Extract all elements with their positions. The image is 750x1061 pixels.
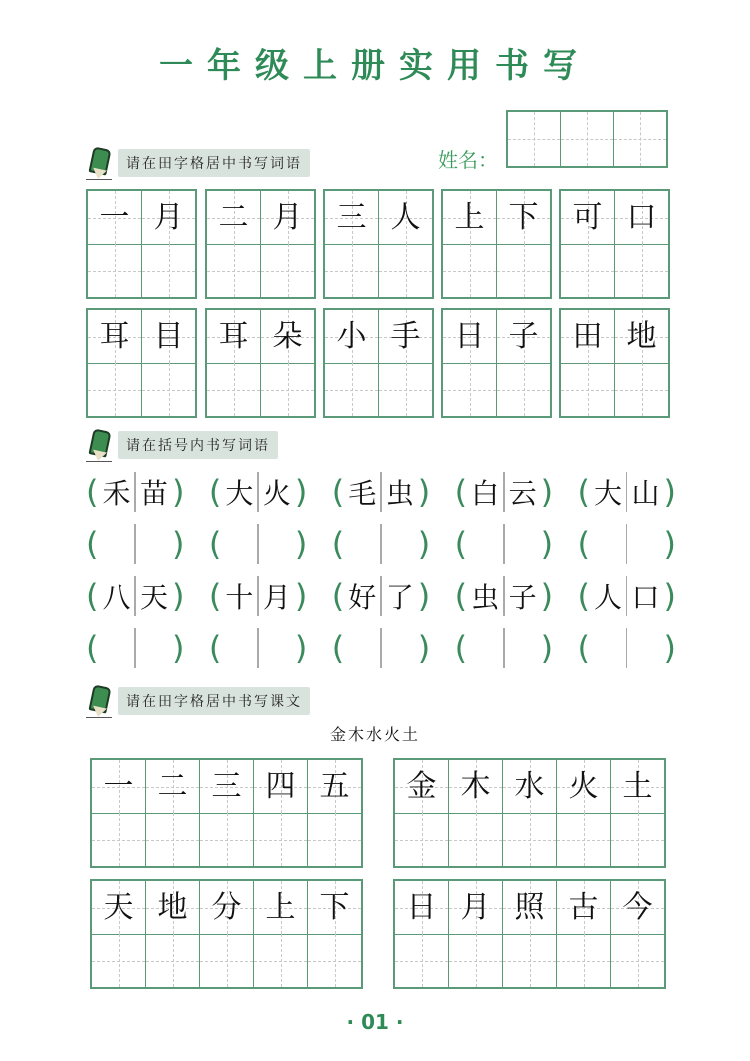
tianzige-column[interactable] [503,881,557,987]
model-character: 古 [568,890,599,925]
model-character: 照 [514,890,545,925]
right-paren: ) [171,525,185,563]
tianzige-column[interactable] [615,191,668,297]
model-character: 下 [319,890,350,925]
model-character: 口 [626,200,657,235]
right-paren: ) [663,473,676,511]
model-character: 木 [460,769,491,804]
model-character: 三 [211,769,242,804]
model-character: 日 [454,319,485,354]
paren-word [332,468,430,516]
tianzige-box[interactable] [86,189,197,299]
tianzige-column[interactable] [443,191,497,297]
model-character: 耳 [218,319,249,354]
page-number: · 01 · [346,1010,404,1034]
name-cell[interactable] [561,112,614,166]
model-character: 手 [390,319,421,354]
right-paren: ) [294,525,308,563]
model-character: 四 [265,769,296,804]
left-paren: ( [331,629,345,667]
left-paren: ( [331,577,345,615]
tianzige-column[interactable] [325,310,379,416]
right-paren: ) [540,525,554,563]
left-paren: ( [577,473,590,511]
model-character: 月 [272,200,303,235]
tianzige-box[interactable] [393,879,666,989]
right-paren: ) [294,629,308,667]
name-cell[interactable] [508,112,561,166]
paren-char: 人 [593,581,622,614]
divider [380,628,382,668]
divider [134,628,136,668]
left-paren: ( [208,629,222,667]
paren-row [86,572,676,620]
model-character: 地 [626,319,657,354]
right-paren: ) [663,525,676,563]
blank-paren-slot[interactable] [455,624,553,672]
model-character: 二 [157,769,188,804]
model-character: 上 [265,890,296,925]
paren-word [578,572,676,620]
model-character: 日 [406,890,437,925]
left-paren: ( [86,525,99,563]
left-paren: ( [454,577,468,615]
right-paren: ) [663,629,676,667]
divider [503,628,505,668]
tianzige-column[interactable] [561,191,615,297]
pencil-icon [86,684,112,718]
model-character: 三 [336,200,367,235]
model-character: 一 [99,200,130,235]
tianzige-column[interactable] [497,310,550,416]
right-paren: ) [171,629,185,667]
divider [380,524,382,564]
model-character: 耳 [99,319,130,354]
divider [503,524,505,564]
model-character: 金 [406,769,437,804]
model-character: 今 [622,890,653,925]
tianzige-column[interactable] [325,191,379,297]
tianzige-column[interactable] [207,310,261,416]
paren-char: 大 [593,477,622,510]
tianzige-box[interactable] [559,308,670,418]
model-character: 田 [572,319,603,354]
right-paren: ) [540,577,554,615]
tianzige-column[interactable] [88,191,142,297]
tianzige-column[interactable] [611,760,664,866]
tianzige-column[interactable] [92,760,146,866]
lesson-title: 金木水火土 [329,725,420,744]
blank-paren-slot[interactable] [332,520,430,568]
left-paren: ( [577,577,590,615]
blank-paren-slot[interactable] [578,520,676,568]
tianzige-box[interactable] [90,758,363,868]
tianzige-column[interactable] [261,310,314,416]
section-label: 请在括号内书写词语 [118,431,278,459]
right-paren: ) [417,473,431,511]
section-header-3 [86,684,310,718]
tianzige-column[interactable] [254,881,308,987]
pencil-icon [86,146,112,180]
paren-word [578,468,676,516]
left-paren: ( [331,473,345,511]
blank-paren-slot[interactable] [86,520,184,568]
tianzige-box[interactable] [393,758,666,868]
right-paren: ) [540,473,554,511]
paren-char: 火 [262,477,291,510]
model-character: 一 [103,769,134,804]
left-paren: ( [208,577,222,615]
model-character: 分 [211,890,242,925]
paren-char: 月 [262,581,291,614]
tianzige-box[interactable] [323,308,434,418]
paren-char: 白 [471,477,500,510]
paren-char: 子 [508,581,537,614]
model-character: 水 [514,769,545,804]
tianzige-box[interactable] [441,308,552,418]
left-paren: ( [454,525,468,563]
blank-paren-slot[interactable] [332,624,430,672]
paren-char: 好 [348,581,377,614]
tianzige-column[interactable] [557,881,611,987]
paren-word [455,572,553,620]
paren-word [209,572,307,620]
tianzige-column[interactable] [146,760,200,866]
section-header-1 [86,146,310,180]
tianzige-column[interactable] [200,881,254,987]
left-paren: ( [331,525,345,563]
tianzige-column[interactable] [88,310,142,416]
tianzige-column[interactable] [449,881,503,987]
right-paren: ) [540,629,554,667]
page-title: 一年级上册实用书写 [159,46,591,86]
model-character: 月 [153,200,184,235]
paren-word [209,468,307,516]
model-character: 天 [103,890,134,925]
tianzige-column[interactable] [92,881,146,987]
paren-char: 虫 [471,581,500,614]
paren-char: 云 [508,477,537,510]
tianzige-column[interactable] [207,191,261,297]
tianzige-column[interactable] [200,760,254,866]
model-character: 朵 [272,319,303,354]
tianzige-column[interactable] [443,310,497,416]
tianzige-column[interactable] [503,760,557,866]
tianzige-column[interactable] [561,310,615,416]
model-character: 火 [568,769,599,804]
tianzige-column[interactable] [254,760,308,866]
paren-char: 天 [139,581,168,614]
paren-char: 十 [225,581,254,614]
right-paren: ) [417,577,431,615]
tianzige-column[interactable] [142,191,195,297]
tianzige-column[interactable] [611,881,664,987]
model-character: 地 [157,890,188,925]
model-character: 可 [572,200,603,235]
right-paren: ) [417,525,431,563]
tianzige-box[interactable] [323,189,434,299]
right-paren: ) [663,577,676,615]
tianzige-box[interactable] [86,308,197,418]
tianzige-column[interactable] [395,881,449,987]
section-label: 请在田字格居中书写课文 [118,687,310,715]
paren-char: 山 [631,477,660,510]
left-paren: ( [86,473,99,511]
model-character: 二 [218,200,249,235]
model-character: 下 [508,200,539,235]
divider [626,524,628,564]
divider [257,524,259,564]
pencil-icon [86,428,112,462]
left-paren: ( [86,577,99,615]
tianzige-column[interactable] [557,760,611,866]
left-paren: ( [577,629,590,667]
left-paren: ( [577,525,590,563]
model-character: 上 [454,200,485,235]
right-paren: ) [417,629,431,667]
model-character: 小 [336,319,367,354]
tianzige-box[interactable] [90,879,363,989]
paren-char: 毛 [348,477,377,510]
tianzige-column[interactable] [146,881,200,987]
blank-paren-slot[interactable] [209,520,307,568]
tianzige-column[interactable] [308,881,361,987]
paren-row [86,468,676,516]
paren-word [332,572,430,620]
left-paren: ( [86,629,99,667]
tianzige-column[interactable] [615,310,668,416]
blank-paren-slot[interactable] [578,624,676,672]
right-paren: ) [294,577,308,615]
left-paren: ( [208,525,222,563]
model-character: 人 [390,200,421,235]
section-header-2 [86,428,278,462]
blank-paren-slot[interactable] [86,624,184,672]
blank-paren-slot[interactable] [209,624,307,672]
blank-paren-slot[interactable] [455,520,553,568]
paren-char: 口 [631,581,660,614]
right-paren: ) [171,473,185,511]
model-character: 月 [460,890,491,925]
tianzige-box[interactable] [441,189,552,299]
paren-char: 禾 [102,477,131,510]
paren-word [86,468,184,516]
tianzige-column[interactable] [497,191,550,297]
tianzige-column[interactable] [261,191,314,297]
name-cell[interactable] [614,112,666,166]
model-character: 土 [622,769,653,804]
tianzige-column[interactable] [449,760,503,866]
name-input-grid[interactable] [506,110,668,168]
paren-word [455,468,553,516]
tianzige-column[interactable] [395,760,449,866]
name-label: 姓名： [438,148,498,172]
model-character: 目 [153,319,184,354]
paren-char: 了 [385,581,414,614]
left-paren: ( [454,473,468,511]
divider [134,524,136,564]
divider [257,628,259,668]
paren-word [86,572,184,620]
tianzige-column[interactable] [308,760,361,866]
tianzige-column[interactable] [379,191,432,297]
model-character: 子 [508,319,539,354]
paren-char: 八 [102,581,131,614]
tianzige-box[interactable] [205,308,316,418]
right-paren: ) [171,577,185,615]
divider [626,628,628,668]
left-paren: ( [454,629,468,667]
tianzige-column[interactable] [379,310,432,416]
right-paren: ) [294,473,308,511]
left-paren: ( [208,473,222,511]
tianzige-column[interactable] [142,310,195,416]
paren-char: 苗 [139,477,168,510]
paren-row-blank [86,520,676,568]
model-character: 五 [319,769,350,804]
tianzige-box[interactable] [559,189,670,299]
tianzige-box[interactable] [205,189,316,299]
section-label: 请在田字格居中书写词语 [118,149,310,177]
paren-char: 大 [225,477,254,510]
paren-row-blank [86,624,676,672]
paren-char: 虫 [385,477,414,510]
